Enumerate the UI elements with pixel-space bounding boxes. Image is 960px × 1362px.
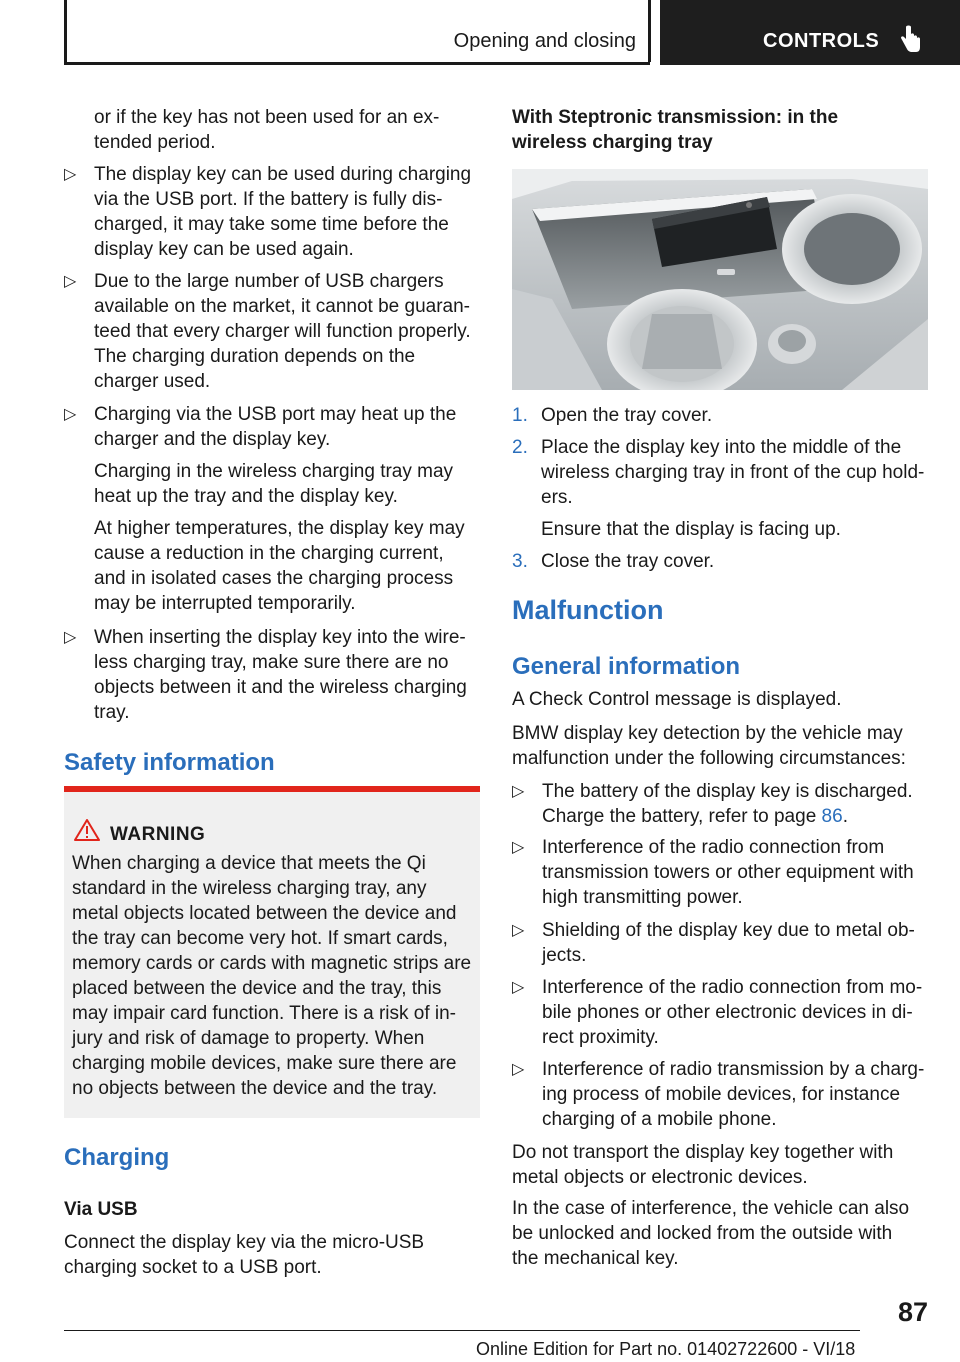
header-section-box — [66, 0, 651, 62]
text-line: Interference of the radio connection from — [542, 837, 885, 858]
text-line: be unlocked and locked from the outside with — [512, 1223, 893, 1244]
text-line: Ensure that the display is facing up. — [541, 519, 841, 540]
step-number: 1. — [512, 405, 528, 426]
text-line: placed between the device and the tray, this — [72, 978, 442, 999]
text-line: tended period. — [94, 132, 216, 153]
step-text — [541, 549, 931, 574]
text-line: The charging duration depends on the — [94, 346, 416, 367]
text-line: charged, it may take some time before the — [94, 214, 449, 235]
text-line: charger and the display key. — [94, 429, 331, 450]
text-line: The battery of the display key is discharged. — [542, 781, 913, 802]
steptronic-heading — [512, 105, 928, 155]
text-line: teed that every charger will function properly. — [94, 321, 471, 342]
text-line — [542, 804, 932, 829]
via-usb-text — [64, 1230, 480, 1280]
text-line: Do not transport the display key together with — [512, 1142, 894, 1163]
list-item-text — [542, 975, 932, 1050]
safety-heading: Safety information — [64, 749, 275, 776]
bullet-icon: ▷ — [512, 1061, 525, 1078]
header-chapter-tab — [660, 0, 960, 65]
bullet-icon: ▷ — [512, 979, 525, 996]
text-line: metal objects or electronic devices. — [512, 1167, 808, 1188]
text-line: or if the key has not been used for an ex- — [94, 107, 440, 128]
text-line: tray. — [94, 702, 130, 723]
footer-rule — [64, 1330, 860, 1331]
text-line: wireless charging tray in front of the cup hold- — [541, 462, 925, 483]
text-line: cause a reduction in the charging current, — [94, 543, 444, 564]
text-line: charging mobile devices, make sure there are — [72, 1053, 457, 1074]
text-line: ing process of mobile devices, for instance — [542, 1084, 901, 1105]
list-item-text — [542, 1057, 932, 1132]
text-line: Interference of the radio connection from mo- — [542, 977, 923, 998]
text-line: metal objects located between the device and — [72, 903, 457, 924]
charging-tray-photo — [512, 169, 928, 390]
list-item-text — [94, 625, 484, 725]
text-line: The display key can be used during charging — [94, 164, 472, 185]
list-item-text — [94, 402, 484, 616]
text-line: Shielding of the display key due to metal ob- — [542, 920, 915, 941]
text-line: ers. — [541, 487, 573, 508]
step-number: 3. — [512, 551, 528, 572]
footer-edition: Online Edition for Part no. 01402722600 - VI/18 — [476, 1339, 856, 1359]
bullet-icon: ▷ — [64, 273, 77, 290]
text-line: bile phones or other electronic devices in di- — [542, 1002, 913, 1023]
malfunction-heading: Malfunction — [512, 595, 664, 625]
text-line: the tray can become very hot. If smart cards, — [72, 928, 448, 949]
text-line: the mechanical key. — [512, 1248, 679, 1269]
text-line: Connect the display key via the micro-USB — [64, 1232, 425, 1253]
closing-text-1 — [512, 1140, 932, 1190]
text-line: With Steptronic transmission: in the — [512, 107, 839, 128]
warning-triangle-icon — [74, 818, 100, 842]
text-line: high transmitting power. — [542, 887, 743, 908]
bullet-icon: ▷ — [512, 839, 525, 856]
list-item-text — [94, 162, 484, 262]
text-line: Interference of radio transmission by a charg- — [542, 1059, 925, 1080]
warning-text — [72, 851, 476, 1101]
page-reference-link[interactable]: 86 — [821, 806, 843, 827]
text-line: Close the tray cover. — [541, 551, 715, 572]
via-usb-heading: Via USB — [64, 1199, 138, 1220]
hand-pointer-icon — [898, 25, 922, 53]
text-line: jects. — [542, 945, 587, 966]
step-text — [541, 403, 931, 428]
text-line: Open the tray cover. — [541, 405, 713, 426]
step-text — [541, 435, 931, 542]
text-line: no objects between the device and the tray. — [72, 1078, 438, 1099]
text-line: Charging via the USB port may heat up the — [94, 404, 457, 425]
charging-heading: Charging — [64, 1144, 170, 1171]
bullet-icon: ▷ — [64, 406, 77, 423]
text-line: available on the market, it cannot be guaran- — [94, 296, 471, 317]
text-line: memory cards or cards with magnetic strips are — [72, 953, 472, 974]
text-line: BMW display key detection by the vehicle may — [512, 723, 903, 744]
text-line: jury and risk of damage to property. When — [72, 1028, 425, 1049]
bullet-icon: ▷ — [64, 166, 77, 183]
general-text-2 — [512, 721, 932, 771]
text-line: charging of a mobile phone. — [542, 1109, 777, 1130]
list-item-text — [542, 835, 932, 910]
text-line: When charging a device that meets the Qi — [72, 853, 426, 874]
text-line: Due to the large number of USB chargers — [94, 271, 444, 292]
text-line: may impair card function. There is a risk of in- — [72, 1003, 457, 1024]
text-line: heat up the tray and the display key. — [94, 486, 398, 507]
closing-text-2 — [512, 1196, 932, 1271]
page-number: 87 — [897, 1297, 928, 1327]
list-item-text — [94, 269, 484, 394]
text-line: charging socket to a USB port. — [64, 1257, 322, 1278]
text-span: . — [842, 806, 848, 827]
text-line: may be interrupted temporarily. — [94, 593, 356, 614]
text-span: Charge the battery, refer to page — [542, 806, 822, 827]
text-line: via the USB port. If the battery is fully dis- — [94, 189, 443, 210]
text-line: and in isolated cases the charging process — [94, 568, 454, 589]
text-line: malfunction under the following circumstances: — [512, 748, 906, 769]
list-item-text — [542, 918, 932, 968]
warning-box — [64, 786, 480, 1118]
step-number: 2. — [512, 437, 528, 458]
bullet-icon: ▷ — [512, 922, 525, 939]
text-line: Charging in the wireless charging tray may — [94, 461, 454, 482]
text-line: wireless charging tray — [512, 132, 713, 153]
header-section-title: Opening and closing — [453, 30, 636, 52]
header-bottom-rule — [64, 62, 650, 65]
bullet-icon: ▷ — [512, 783, 525, 800]
warning-title: WARNING — [110, 824, 206, 845]
text-line: Place the display key into the middle of the — [541, 437, 902, 458]
general-text-1: A Check Control message is displayed. — [512, 689, 842, 710]
text-line: standard in the wireless charging tray, any — [72, 878, 427, 899]
general-information-heading: General information — [512, 653, 741, 680]
text-line: At higher temperatures, the display key may — [94, 518, 465, 539]
text-line: less charging tray, make sure there are no — [94, 652, 449, 673]
text-line: rect proximity. — [542, 1027, 659, 1048]
text-line: In the case of interference, the vehicle can also — [512, 1198, 910, 1219]
text-line: charger used. — [94, 371, 211, 392]
text-line: display key can be used again. — [94, 239, 354, 260]
bullet-icon: ▷ — [64, 629, 77, 646]
text-line: objects between it and the wireless charging — [94, 677, 467, 698]
text-line: transmission towers or other equipment with — [542, 862, 914, 883]
list-item-text — [542, 779, 932, 829]
header-chapter-title: CONTROLS — [763, 30, 880, 52]
intro-continuation — [94, 105, 484, 155]
text-line: When inserting the display key into the wire- — [94, 627, 466, 648]
